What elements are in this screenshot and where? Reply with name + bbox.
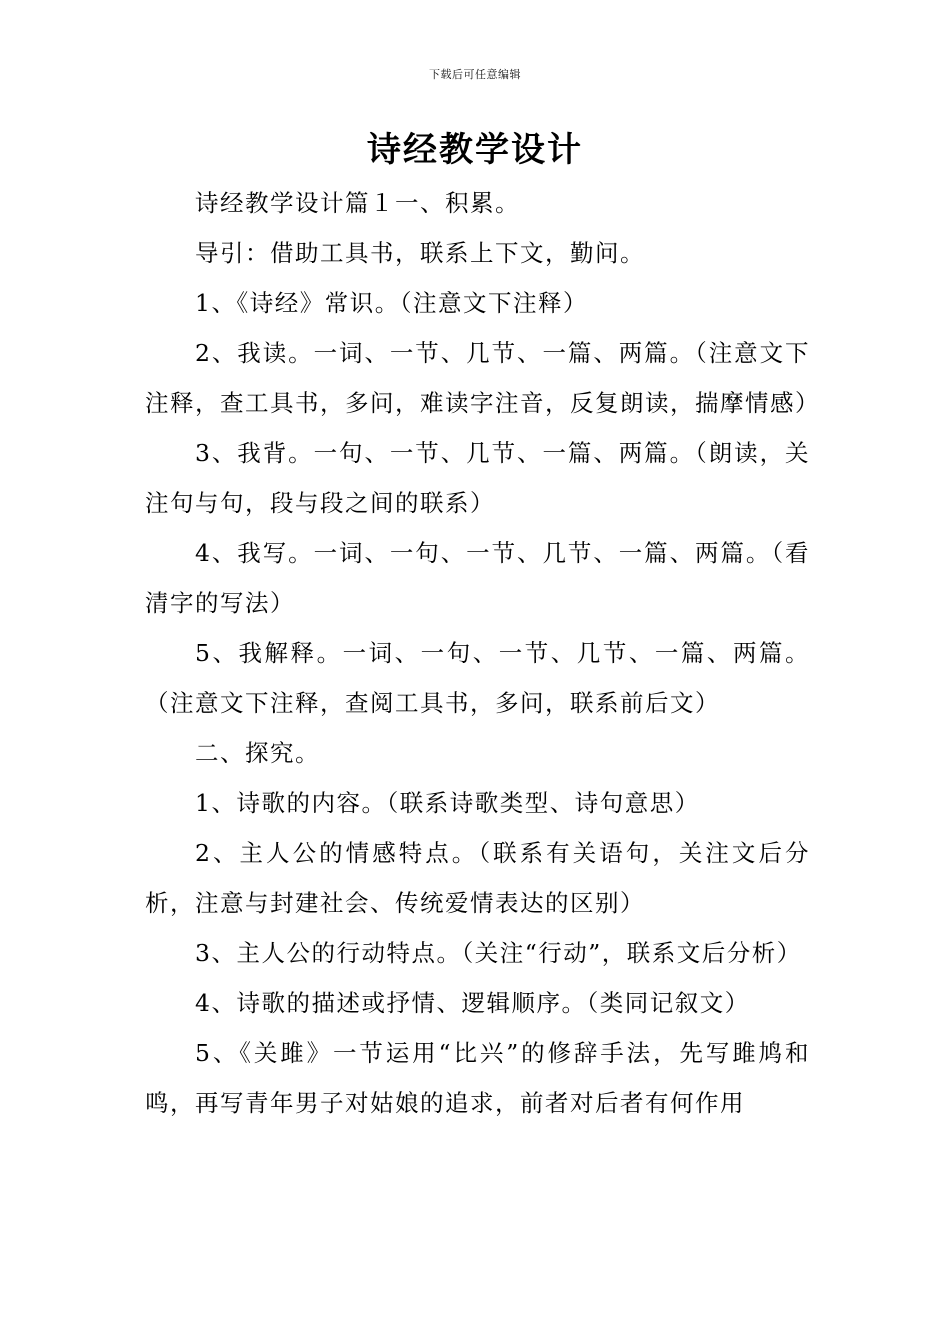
paragraph-item-2: 2、我读。一词、一节、几节、一篇、两篇。（注意文下注释，查工具书，多问，难读字注音，反复朗读，揣摩情感）: [145, 339, 820, 417]
paragraph-guide: 导引：借助工具书，联系上下文，勤问。: [195, 239, 645, 267]
paragraph-item-3: 3、我背。一句、一节、几节、一篇、两篇。（朗读，关注句与句，段与段之间的联系）: [145, 439, 810, 517]
page-header-note: 下载后可任意编辑: [429, 68, 521, 81]
paragraph-explore-2: 2、主人公的情感特点。（联系有关语句，关注文后分析，注意与封建社会、传统爱情表达的区别）: [145, 839, 810, 917]
document-title: 诗经教学设计: [367, 130, 583, 170]
paragraph-item-1: 1、《诗经》常识。（注意文下注释）: [195, 289, 588, 317]
paragraph-intro: 诗经教学设计篇１一、积累。: [195, 189, 520, 217]
paragraph-explore-4: 4、诗歌的描述或抒情、逻辑顺序。（类同记叙文）: [195, 989, 750, 1017]
paragraph-explore-1: 1、诗歌的内容。（联系诗歌类型、诗句意思）: [195, 789, 700, 817]
paragraph-item-5: 5、我解释。一词、一句、一节、几节、一篇、两篇。（注意文下注释，查阅工具书，多问，联系前后文）: [145, 639, 810, 717]
document-body: [145, 178, 820, 1128]
paragraph-explore-3: 3、主人公的行动特点。（关注“行动”，联系文后分析）: [195, 939, 802, 967]
paragraph-item-4: 4、我写。一词、一句、一节、几节、一篇、两篇。（看清字的写法）: [145, 539, 810, 617]
section-heading-explore: 二、探究。: [195, 739, 320, 767]
paragraph-explore-5: 5、《关雎》一节运用“比兴”的修辞手法，先写雎鸠和鸣，再写青年男子对姑娘的追求，前者对后者有何作用: [145, 1039, 810, 1117]
